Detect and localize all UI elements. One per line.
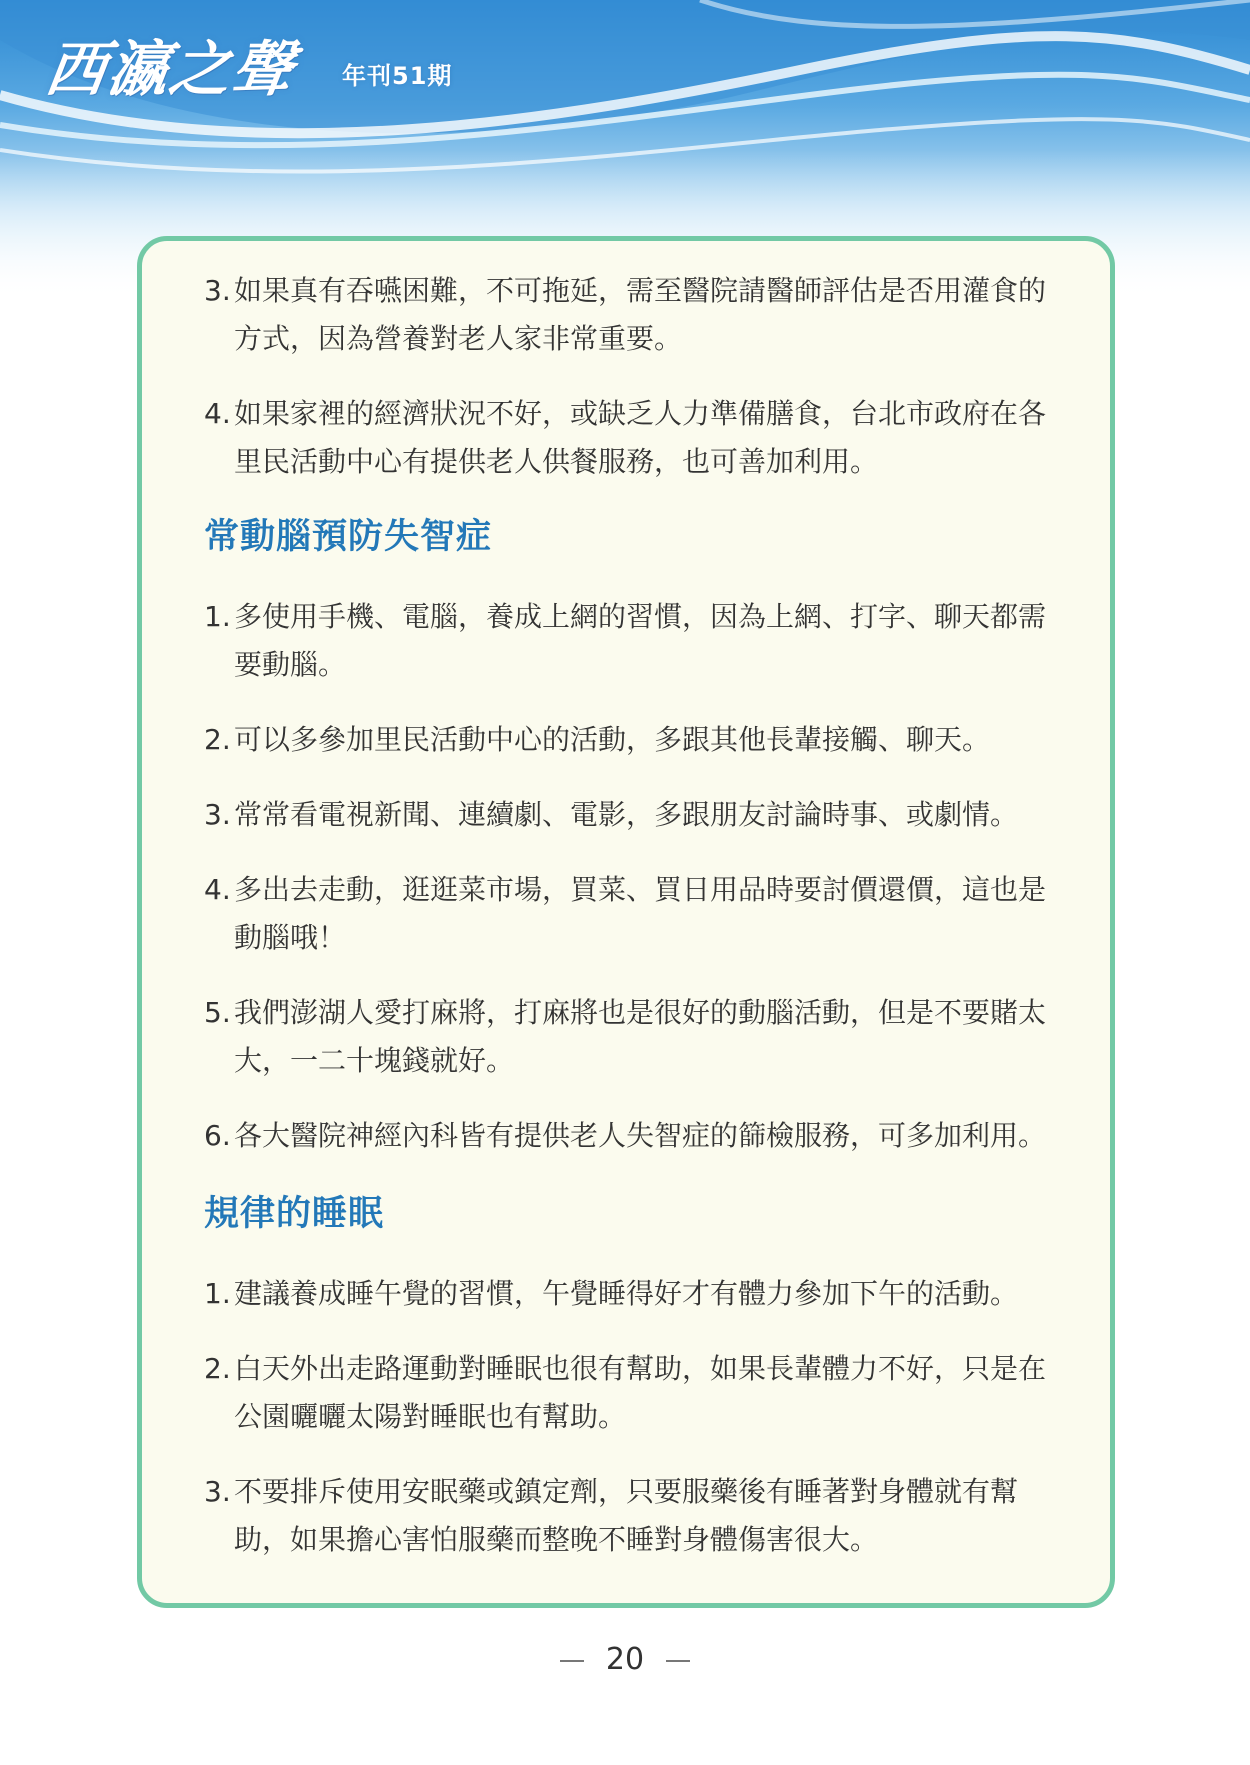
page-number: 20 — [605, 1642, 645, 1677]
item-number: 5. — [204, 996, 231, 1029]
item-text: 如果家裡的經濟狀況不好，或缺乏人力準備膳食，台北市政府在各里民活動中心有提供老人供餐服務，也可善加利用。 — [234, 397, 1047, 478]
list-item — [204, 1270, 1060, 1318]
item-number: 3. — [204, 798, 231, 831]
item-text: 不要排斥使用安眠藥或鎮定劑，只要服藥後有睡著對身體就有幫助，如果擔心害怕服藥而整晚不睡對身體傷害很大。 — [234, 1475, 1019, 1556]
item-number: 1. — [204, 1277, 231, 1310]
list-item — [204, 593, 1060, 689]
item-text: 各大醫院神經內科皆有提供老人失智症的篩檢服務，可多加利用。 — [234, 1119, 1047, 1152]
item-number: 4. — [204, 873, 231, 906]
content-card — [137, 236, 1115, 1608]
item-text: 白天外出走路運動對睡眠也很有幫助，如果長輩體力不好，只是在公園曬曬太陽對睡眠也有幫助。 — [234, 1352, 1047, 1433]
list-item — [204, 866, 1060, 962]
brain-tips-list — [204, 593, 1060, 1160]
item-text: 可以多參加里民活動中心的活動，多跟其他長輩接觸、聊天。 — [234, 723, 991, 756]
issue-label: 年刊51期 — [342, 62, 453, 90]
item-number: 3. — [204, 274, 231, 307]
item-number: 6. — [204, 1119, 231, 1152]
list-item — [204, 989, 1060, 1085]
intro-list — [204, 267, 1060, 486]
item-number: 2. — [204, 1352, 231, 1385]
list-item — [204, 1345, 1060, 1441]
item-number: 2. — [204, 723, 231, 756]
list-item — [204, 716, 1060, 764]
item-text: 多出去走動，逛逛菜市場，買菜、買日用品時要討價還價，這也是動腦哦！ — [234, 873, 1047, 954]
section-heading-sleep: 規律的睡眠 — [204, 1194, 385, 1234]
section-heading-brain: 常動腦預防失智症 — [204, 517, 493, 557]
sleep-tips-list — [204, 1270, 1060, 1564]
list-item — [204, 791, 1060, 839]
footer-dash-right — [666, 1660, 690, 1662]
magazine-logo: 西瀛之聲 — [41, 35, 299, 105]
item-text: 建議養成睡午覺的習慣，午覺睡得好才有體力參加下午的活動。 — [234, 1277, 1019, 1310]
item-text: 多使用手機、電腦，養成上網的習慣，因為上網、打字、聊天都需要動腦。 — [234, 600, 1047, 681]
list-item — [204, 1468, 1060, 1564]
item-number: 3. — [204, 1475, 231, 1508]
footer-dash-left — [560, 1660, 584, 1662]
item-text: 如果真有吞嚥困難，不可拖延，需至醫院請醫師評估是否用灌食的方式，因為營養對老人家非常重要。 — [234, 274, 1047, 355]
page-footer — [0, 1640, 1250, 1680]
list-item — [204, 390, 1060, 486]
list-item — [204, 267, 1060, 363]
item-number: 1. — [204, 600, 231, 633]
list-item — [204, 1112, 1060, 1160]
item-number: 4. — [204, 397, 231, 430]
item-text: 常常看電視新聞、連續劇、電影，多跟朋友討論時事、或劇情。 — [234, 798, 1019, 831]
item-text: 我們澎湖人愛打麻將，打麻將也是很好的動腦活動，但是不要賭太大，一二十塊錢就好。 — [234, 996, 1047, 1077]
